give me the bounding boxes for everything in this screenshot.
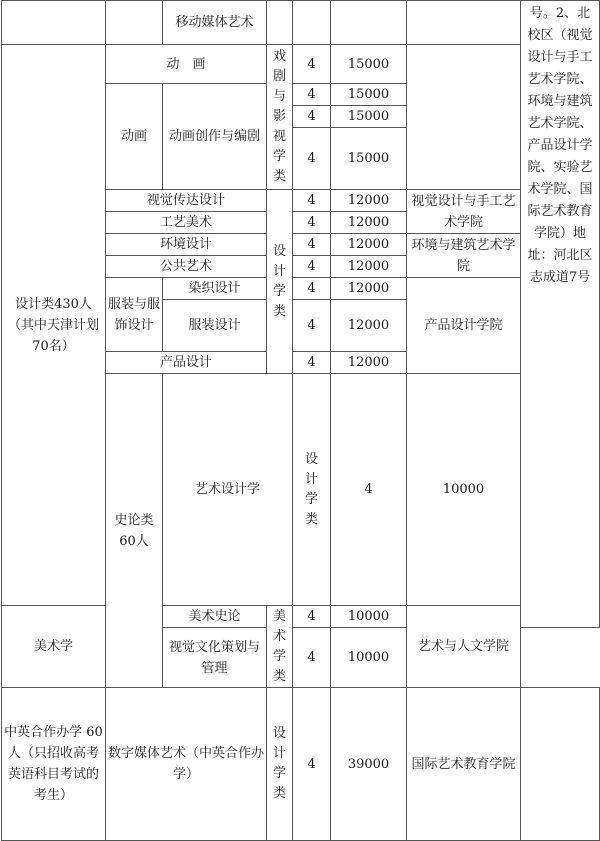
years-animation-writing-2: 4 — [293, 106, 331, 128]
tuition-visual-culture: 10000 — [331, 628, 407, 688]
major-product: 产品设计 — [106, 352, 267, 374]
major-art-design-study: 艺术设计学 — [163, 374, 293, 606]
college-environment-architecture: 环境与建筑艺术学院 — [407, 234, 521, 278]
tuition-visual-comm: 12000 — [331, 190, 407, 212]
years-visual-comm: 4 — [293, 190, 331, 212]
major-animation-writing: 动画创作与编剧 — [163, 84, 267, 190]
tuition-public-art: 12000 — [331, 256, 407, 278]
tuition-digital-media: 39000 — [331, 688, 407, 841]
years-animation-writing-1: 4 — [293, 84, 331, 106]
empty-tuition-cell — [331, 1, 407, 45]
years-visual-culture: 4 — [293, 628, 331, 688]
tuition-crafts: 12000 — [331, 212, 407, 234]
college-product-design: 产品设计学院 — [407, 278, 521, 374]
tuition-environment: 12000 — [331, 234, 407, 256]
tuition-animation: 15000 — [331, 45, 407, 84]
years-digital-media: 4 — [293, 688, 331, 841]
tuition-animation-writing-1: 15000 — [331, 84, 407, 106]
major-digital-media: 数字媒体艺术（中英合作办学） — [106, 688, 267, 841]
tuition-art-history: 10000 — [331, 606, 407, 628]
empty-discipline-cell — [267, 1, 293, 45]
empty-campus-cell — [521, 688, 600, 841]
empty-college-cell — [407, 1, 521, 45]
years-animation: 4 — [293, 45, 331, 84]
years-clothing: 4 — [293, 300, 331, 352]
years-product: 4 — [293, 352, 331, 374]
college-animation-empty — [407, 45, 521, 190]
college-art-humanities: 艺术与人文学院 — [407, 606, 521, 688]
empty-group-cell — [106, 1, 163, 45]
major-environment: 环境设计 — [106, 234, 267, 256]
years-environment: 4 — [293, 234, 331, 256]
major-visual-comm: 视觉传达设计 — [106, 190, 267, 212]
category-sino-british: 中英合作办学 60人（只招收高考英语科目考试的考生） — [2, 688, 106, 841]
years-public-art: 4 — [293, 256, 331, 278]
enrollment-table — [1, 0, 600, 841]
empty-years-cell — [293, 1, 331, 45]
college-international: 国际艺术教育学院 — [407, 688, 521, 841]
group-animation: 动画 — [106, 84, 163, 190]
discipline-design-2: 设计学类 — [293, 374, 331, 606]
tuition-animation-writing-2: 15000 — [331, 106, 407, 128]
years-crafts: 4 — [293, 212, 331, 234]
major-crafts: 工艺美术 — [106, 212, 267, 234]
group-fashion: 服装与服饰设计 — [106, 278, 163, 352]
category-design: 设计类430人（其中天津计划70名） — [2, 45, 106, 606]
discipline-design-3: 设计学类 — [267, 688, 293, 841]
tuition-dyeing: 12000 — [331, 278, 407, 300]
empty-category-cell — [2, 1, 106, 45]
major-mobile-media: 移动媒体艺术 — [163, 1, 267, 45]
tuition-product: 12000 — [331, 352, 407, 374]
major-animation: 动 画 — [106, 45, 267, 84]
discipline-design-1: 设计学类 — [267, 190, 293, 374]
college-visual-design-crafts-1: 视觉设计与手工艺术学院 — [407, 190, 521, 234]
tuition-clothing: 12000 — [331, 300, 407, 352]
years-art-design-study: 4 — [331, 374, 407, 606]
major-visual-culture: 视觉文化策划与管理 — [163, 628, 267, 688]
discipline-drama-film: 戏剧与影视学类 — [267, 45, 293, 190]
category-theory: 史论类60人 — [106, 374, 163, 688]
campus-note: 号。2、北校区（视觉设计与手工艺术学院、环境与建筑艺术学院、产品设计学院、实验艺术学院、国际艺术教育学院）地址：河北区志成道7号 — [521, 1, 600, 628]
major-clothing: 服装设计 — [163, 300, 267, 352]
group-fine-arts: 美术学 — [2, 606, 106, 688]
tuition-animation-writing-3: 15000 — [331, 128, 407, 190]
tuition-art-design-study: 10000 — [407, 374, 521, 606]
discipline-fine-arts: 美术学类 — [267, 606, 293, 688]
years-dyeing: 4 — [293, 278, 331, 300]
years-animation-writing-3: 4 — [293, 128, 331, 190]
major-art-history: 美术史论 — [163, 606, 267, 628]
years-art-history: 4 — [293, 606, 331, 628]
major-public-art: 公共艺术 — [106, 256, 267, 278]
major-dyeing: 染织设计 — [163, 278, 267, 300]
